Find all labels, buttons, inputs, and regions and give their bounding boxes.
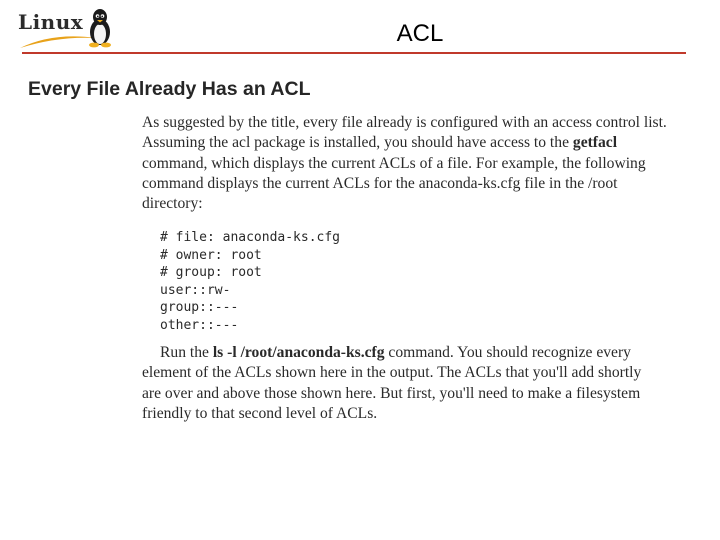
text-fragment: Run the — [160, 344, 213, 361]
text-fragment: Assuming the acl package is installed, you should have access to the — [142, 134, 573, 152]
code-line: other::--- — [160, 317, 239, 333]
code-line: # file: anaconda-ks.cfg — [160, 230, 341, 245]
text-fragment: command. You should recognize every — [384, 344, 631, 361]
logo-wordmark: Linux — [18, 10, 84, 34]
text-line: As suggested by the title, every file already is configured with an access control list. — [142, 114, 667, 131]
title-divider — [22, 52, 686, 54]
text-line: are over and above those shown here. But first, you'll need to make a filesystem — [142, 384, 641, 402]
text-line: command displays the current ACLs for the anaconda-ks.cfg file in the /root — [142, 174, 618, 192]
code-line: group::--- — [160, 300, 239, 316]
code-line: user::rw- — [160, 282, 231, 298]
command-name: ls -l /root/anaconda-ks.cfg — [212, 344, 385, 361]
text-line — [142, 133, 702, 153]
text-line: element of the ACLs shown here in the output. The ACLs that you'll add shortly — [142, 364, 642, 382]
code-line: # owner: root — [160, 247, 262, 263]
intro-paragraph — [142, 113, 702, 214]
code-block — [160, 229, 340, 335]
slide-title: ACL — [396, 20, 444, 47]
command-name: getfacl — [572, 134, 618, 152]
text-line — [142, 343, 702, 363]
text-line: directory: — [142, 195, 203, 213]
code-line: # group: root — [160, 265, 262, 281]
section-heading: Every File Already Has an ACL — [28, 78, 311, 100]
followup-paragraph — [142, 343, 702, 424]
text-line: friendly to that second level of ACLs. — [142, 404, 378, 422]
text-line: command, which displays the current ACLs of a file. For example, the following — [142, 154, 646, 172]
